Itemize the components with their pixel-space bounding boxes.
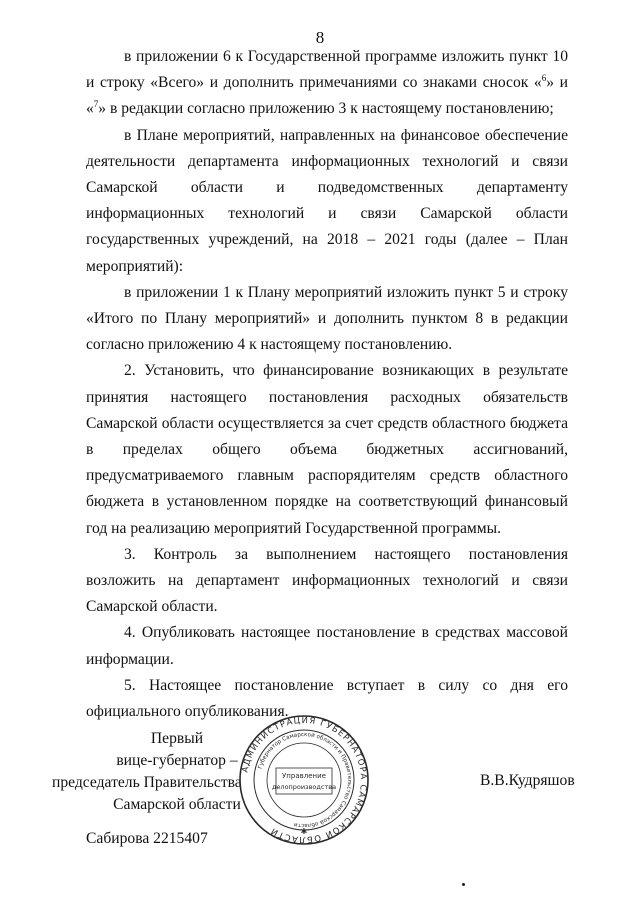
document-body [86,44,568,725]
signatory-line-3: председатель Правительства [52,774,242,791]
signatory-title [52,728,262,816]
paragraph-item-5: 5. Настоящее постановление вступает в силу со дня его официального опубликования. [86,676,568,721]
paragraph-item-3: 3. Контроль за выполнением настоящего постановления возложить на департамент информационных технологий и связи Самарской области. [86,545,568,616]
footnote-mark-7: 7 [93,99,99,110]
seal-outer-text: АДМИНИСТРАЦИЯ ГУБЕРНАТОРА САМАРСКОЙ ОБЛАСТИ [240,715,369,845]
seal-center-line-1: Управление [282,772,326,780]
signatory-name: В.В.Кудряшов [480,772,575,789]
page-number: 8 [315,28,325,47]
paragraph-item-2: 2. Установить, что финансирование возникающих в результате принятия настоящего постановления расходных обязательств Самарской области осуществляется за счет средств областного бюджета в пределах общего объема бюджетных ассигнований, предусматриваемого главным распорядителям средств областного бюджета в установленном порядке на соответствующий финансовый год на реализацию мероприятий Государственной программы. [86,362,568,537]
official-seal [238,714,370,846]
paragraph-item-4: 4. Опубликовать настоящее постановление в средствах массовой информации. [86,624,568,668]
seal-inner-text: Губернатор Самарской области и Правительство Самарской области [257,731,353,829]
paragraph-plan-appendix-1: в приложении 1 к Плану мероприятий изложить пункт 5 и строку «Итого по Плану мероприятий» и дополнить пунктом 8 в редакции согласно приложению 4 к настоящему постановлению. [86,283,568,354]
scan-speck [462,883,465,886]
paragraph-action-plan: в Плане мероприятий, направленных на финансовое обеспечение деятельности департамента информационных технологий и связи Самарской области и подведомственных департаменту информационных технологий и связи Самарской области государственных учреждений, на 2018 – 2021 годы (далее – План мероприятий): [86,126,568,275]
seal-star-icon: ✱ [300,827,308,836]
executor-contact: Сабирова 2215407 [86,830,208,847]
footnote-mark-6: 6 [541,73,547,84]
signatory-line-4: Самарской области [113,796,241,813]
signatory-line-2: вице-губернатор – [116,752,238,769]
seal-center-line-2: делопроизводства [271,783,337,791]
paragraph-appendix-6: в приложении 6 к Государственной программе изложить пункт 10 и строку «Всего» и дополнить примечаниями со знаками сносок «$^6$» и «$^7$» в редакции согласно приложению 3 к настоящему постановлению; [86,48,568,118]
signatory-line-1: Первый [150,730,204,747]
